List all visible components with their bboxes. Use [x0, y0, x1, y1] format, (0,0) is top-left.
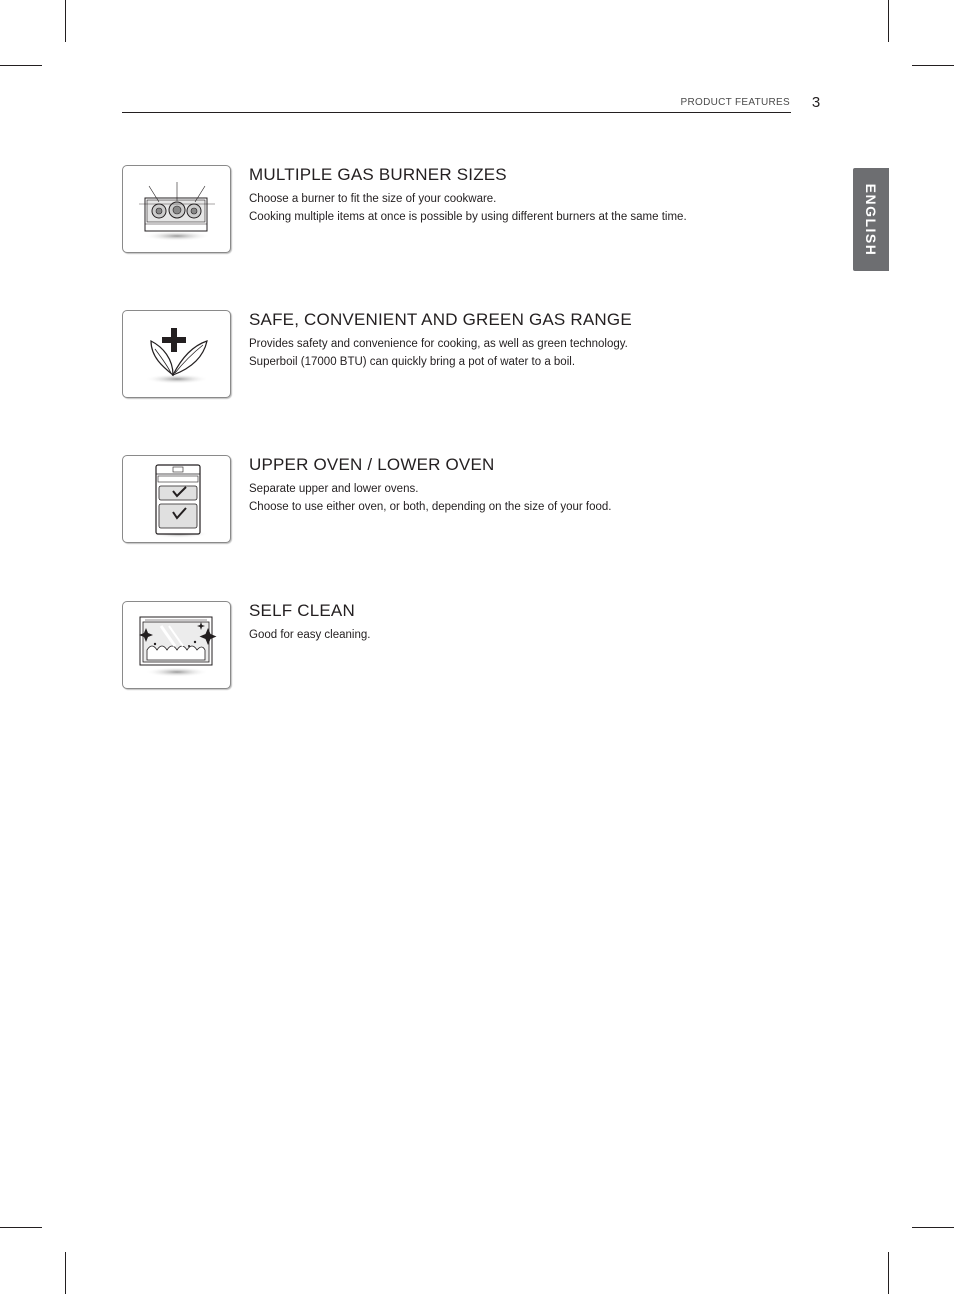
feature-description-line: Provides safety and convenience for cooking, as well as green technology. [249, 338, 628, 350]
language-tab [853, 168, 889, 271]
feature-description [249, 627, 370, 645]
feature-upper-lower-oven [122, 455, 822, 545]
feature-description-line: Good for easy cleaning. [249, 629, 371, 641]
language-tab-label: ENGLISH [863, 183, 879, 256]
page-number: 3 [811, 94, 821, 111]
feature-title: SELF CLEAN [249, 601, 355, 620]
header-divider [122, 112, 791, 113]
crop-mark [888, 0, 889, 42]
crop-mark [888, 1252, 889, 1294]
feature-multiple-gas-burner-sizes [122, 165, 822, 255]
feature-description-line: Choose to use either oven, or both, depending on the size of your food. [249, 500, 612, 513]
feature-self-clean [122, 601, 822, 691]
crop-mark [65, 1252, 66, 1294]
feature-description-line: Separate upper and lower ovens. [249, 483, 419, 495]
gas-burner-icon [122, 165, 231, 253]
feature-title: MULTIPLE GAS BURNER SIZES [249, 165, 507, 184]
self-clean-icon [122, 601, 231, 689]
feature-description-line: Cooking multiple items at once is possible by using different burners at the same time. [249, 210, 687, 223]
crop-mark [912, 65, 954, 66]
crop-mark [65, 0, 66, 42]
feature-description-line: Superboil (17000 BTU) can quickly bring a pot of water to a boil. [249, 355, 576, 368]
double-oven-icon [122, 455, 231, 543]
feature-description [249, 336, 628, 371]
feature-description [249, 481, 612, 516]
feature-title: SAFE, CONVENIENT AND GREEN GAS RANGE [249, 310, 632, 329]
feature-title: UPPER OVEN / LOWER OVEN [249, 455, 495, 474]
feature-description [249, 191, 687, 226]
section-label: PRODUCT FEATURES [680, 97, 790, 108]
green-leaf-icon [122, 310, 231, 398]
feature-safe-convenient-green [122, 310, 822, 400]
crop-mark [0, 1227, 42, 1228]
feature-description-line: Choose a burner to fit the size of your cookware. [249, 193, 497, 205]
crop-mark [0, 65, 42, 66]
crop-mark [912, 1227, 954, 1228]
